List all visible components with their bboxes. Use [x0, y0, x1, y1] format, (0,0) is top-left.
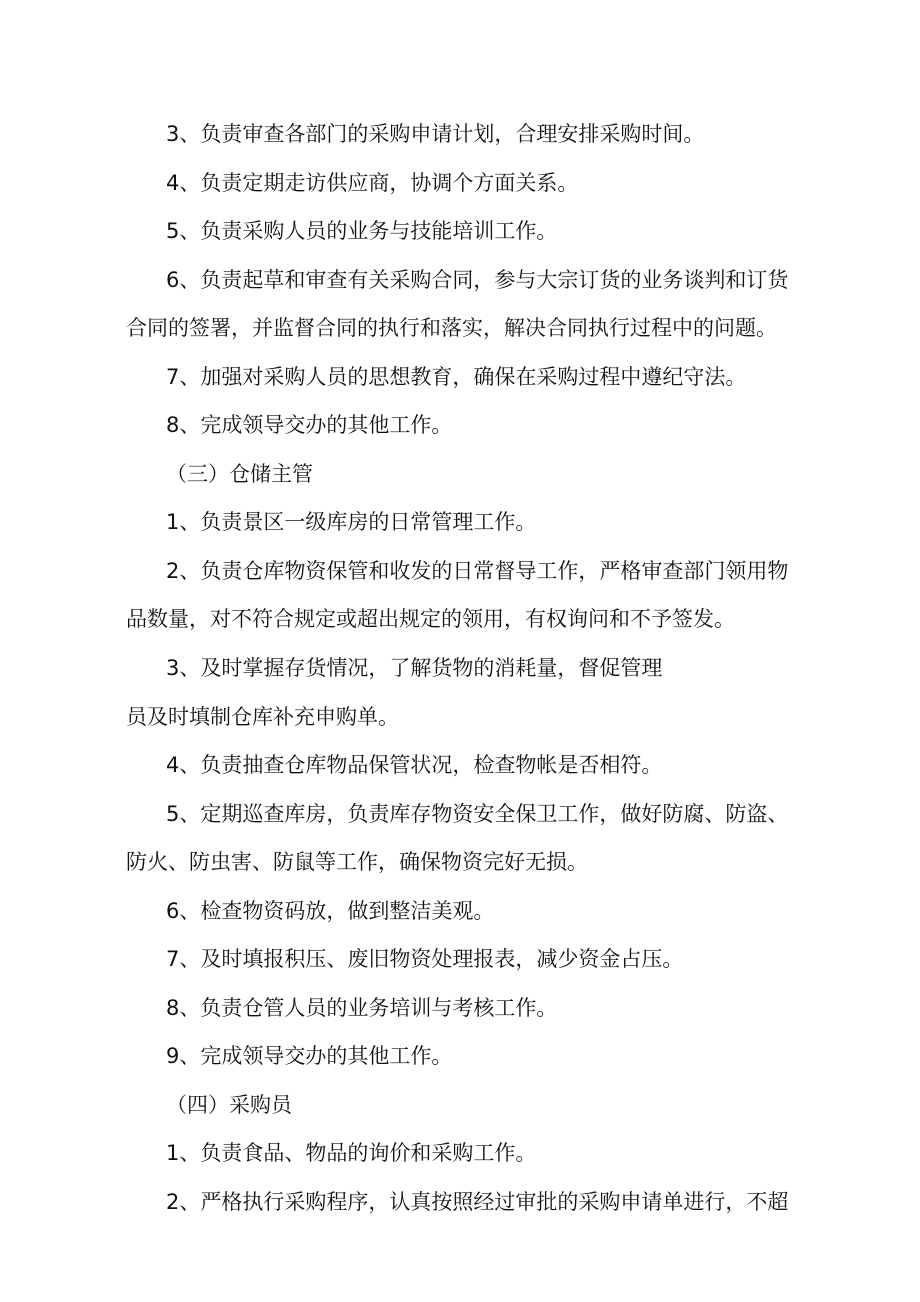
text-line-16: 防火、防虫害、防鼠等工作，确保物资完好无损。 [126, 850, 588, 874]
text-line-17: 6、检查物资码放，做到整洁美观。 [166, 899, 495, 923]
text-line-14: 4、负责抽查仓库物品保管状况，检查物帐是否相符。 [166, 753, 663, 777]
text-line-10: 2、负责仓库物资保管和收发的日常督导工作，严格审查部门领用物 [166, 559, 789, 583]
text-line-23: 2、严格执行采购程序，认真按照经过审批的采购申请单进行，不超 [166, 1190, 789, 1214]
text-line-22: 1、负责食品、物品的询价和采购工作。 [166, 1141, 537, 1165]
text-line-7: 8、完成领导交办的其他工作。 [166, 413, 453, 437]
text-line-4: 6、负责起草和审查有关采购合同，参与大宗订货的业务谈判和订货 [166, 268, 789, 292]
text-line-13: 员及时填制仓库补充申购单。 [126, 705, 399, 729]
text-line-11: 品数量，对不符合规定或超出规定的领用，有权询问和不予签发。 [126, 607, 735, 631]
text-line-19: 8、负责仓管人员的业务培训与考核工作。 [166, 996, 558, 1020]
text-line-5: 合同的签署，并监督合同的执行和落实，解决合同执行过程中的问题。 [126, 316, 777, 340]
text-line-1: 3、负责审查各部门的采购申请计划，合理安排采购时间。 [166, 122, 705, 146]
section-heading-storage-supervisor: （三）仓储主管 [166, 462, 313, 486]
text-line-20: 9、完成领导交办的其他工作。 [166, 1044, 453, 1068]
text-line-12: 3、及时掌握存货情况，了解货物的消耗量，督促管理 [166, 656, 663, 680]
text-line-15: 5、定期巡查库房，负责库存物资安全保卫工作，做好防腐、防盗、 [166, 802, 789, 826]
section-heading-purchaser: （四）采购员 [166, 1093, 292, 1117]
text-line-18: 7、及时填报积压、废旧物资处理报表，减少资金占压。 [166, 947, 684, 971]
text-line-3: 5、负责采购人员的业务与技能培训工作。 [166, 219, 558, 243]
text-line-9: 1、负责景区一级库房的日常管理工作。 [166, 510, 537, 534]
text-line-6: 7、加强对采购人员的思想教育，确保在采购过程中遵纪守法。 [166, 365, 747, 389]
text-line-2: 4、负责定期走访供应商，协调个方面关系。 [166, 171, 579, 195]
